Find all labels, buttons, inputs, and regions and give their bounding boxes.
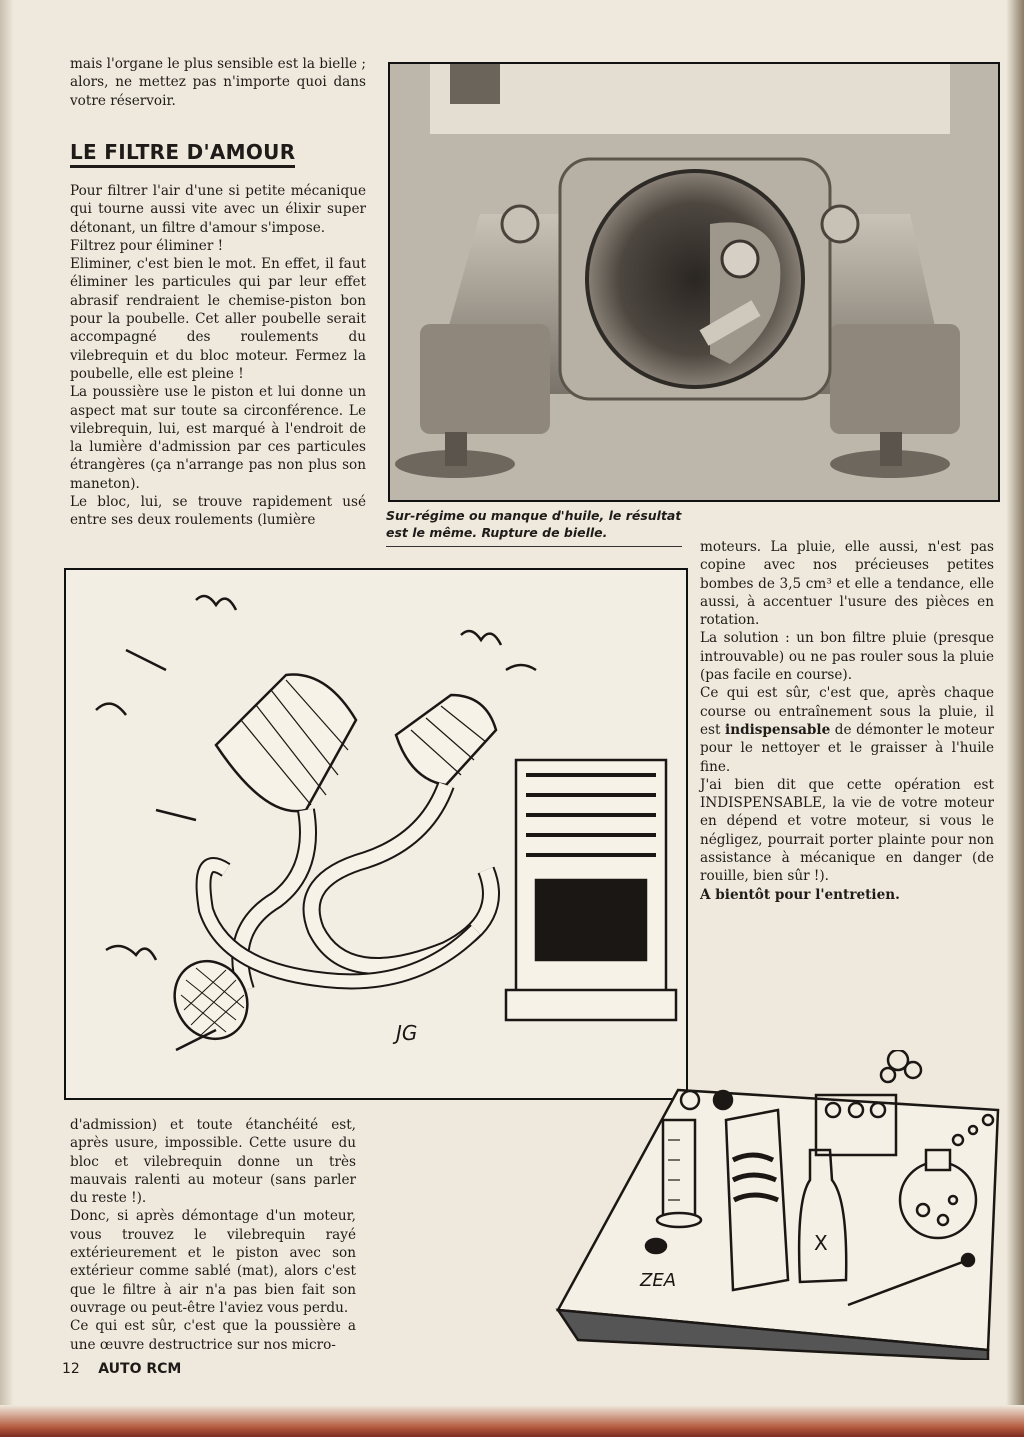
paragraph: J'ai bien dit que cette opération est INDISPENSABLE, la vie de votre moteur en dépend et votre moteur, si vous le négligez, pourrait porter plainte pour non assistance à mécanique en danger (de rouille, bien sûr !). [700,776,994,885]
engine-photo-drawing [390,64,998,500]
paragraph: Pour filtrer l'air d'une si petite mécanique qui tourne aussi vite avec un élixir super détonant, un filtre d'amour s'impose. [70,183,366,236]
paragraph-start: Ce qui est sûr, c'est que, après chaque course ou entraînement sous la pluie, il est [700,685,994,738]
paragraph-end: de démonter le moteur pour le nettoyer et le graisser à l'huile fine. [700,721,994,775]
svg-text:X: X [814,1231,828,1255]
column-c-body [700,538,994,904]
column-a-body [70,182,366,530]
filter-cartoon-signature: JG [396,1021,418,1045]
page-edge-right [1006,0,1024,1437]
page-number: 12 [62,1361,80,1377]
article-headline: LE FILTRE D'AMOUR [70,140,295,168]
paragraph: d'admission) et toute étanchéité est, après usure, impossible. Cette usure du bloc et vilebrequin donne un très mauvais ralenti au moteur (sans parler du reste !). [70,1117,356,1207]
page-bottom-band [0,1405,1024,1437]
paragraph: Filtrez pour éliminer ! [70,237,224,254]
magazine-name: AUTO RCM [98,1361,182,1377]
closing-line: A bientôt pour l'entretien. [700,886,900,903]
workbench-cartoon [548,1050,1008,1360]
intro-text: mais l'organe le plus sensible est la bielle ; alors, ne mettez pas n'importe quoi dans votre réservoir. [70,56,366,109]
table-cartoon-signature: ZEA [640,1270,677,1291]
photo-caption: Sur-régime ou manque d'huile, le résultat est le même. Rupture de bielle. [386,508,682,540]
paragraph [700,684,994,775]
air-filter-cartoon-drawing [66,570,686,1098]
paragraph: Donc, si après démontage d'un moteur, vous trouvez le vilebrequin rayé extérieurement et le piston avec son extérieur comme sablé (mat), alors c'est que le filtre à air n'a pas bien fait son ouvrage ou peut-être l'aviez vous perdu. [70,1208,356,1316]
emphasis-indispensable: indispensable [725,721,831,738]
paragraph: Ce qui est sûr, c'est que la poussière a une œuvre destructrice sur nos micro- [70,1318,356,1353]
intro-paragraph [70,55,366,110]
page-footer [62,1361,181,1377]
paragraph: Eliminer, c'est bien le mot. En effet, il faut éliminer les particules qui par leur effet abrasif rendraient le chemise-piston bon pour la poubelle. Cet aller poubelle serait accompagné des roulements du vilebrequin et du bloc moteur. Fermez la poubelle, elle est pleine ! [70,256,366,382]
page-edge-left [0,0,14,1437]
paragraph: Le bloc, lui, se trouve rapidement usé entre ses deux roulements (lumière [70,494,366,529]
paragraph: La poussière use le piston et lui donne un aspect mat sur toute sa circonférence. Le vilebrequin, lui, est marqué à l'endroit de la lumière d'admission par ces particules étrangères (ça n'arrange pas non plus son maneton). [70,384,366,492]
paragraph: moteurs. La pluie, elle aussi, n'est pas copine avec nos précieuses petites bombes de 3,5 cm³ et elle a tendance, elle aussi, à accentuer l'usure des pièces en rotation. [700,539,994,629]
paragraph: La solution : un bon filtre pluie (presque introuvable) ou ne pas rouler sous la pluie (pas facile en course). [700,630,994,684]
air-filter-cartoon [64,568,688,1100]
column-b-body [70,1116,356,1354]
workbench-cartoon-drawing [548,1050,1008,1360]
caption-rule [386,546,682,547]
engine-crankcase-photo [388,62,1000,502]
